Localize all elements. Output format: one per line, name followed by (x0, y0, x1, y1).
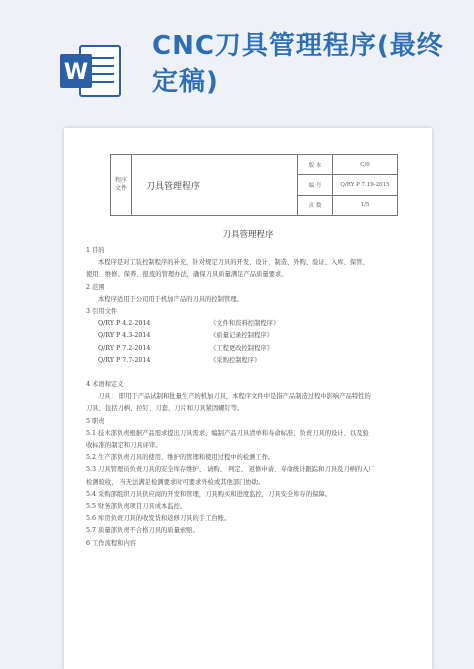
paragraph-line: 5.2 生产部负责刀具的使用、维护的管理和使用过程中的检测工作。 (86, 454, 275, 462)
category-cell: 程序文件 (111, 155, 132, 216)
section-heading: 2 范围 (86, 283, 105, 291)
reference-row (86, 355, 416, 367)
paragraph-line: 5.7 质量部负责不合格刀具的质量索赔。 (86, 527, 199, 535)
spacer (86, 367, 416, 379)
paragraph-line: 刀具、包括刀柄、拉钉、刀套、刀片和刀具紧固螺钉等。 (86, 405, 244, 413)
word-document-icon (58, 42, 126, 100)
document-title: CNC刀具管理程序(最终定稿) (152, 31, 444, 97)
reference-code: Q/RY P 4.2-2014 (98, 320, 151, 328)
reference-code: Q/RY P 7.2-2014 (98, 344, 151, 352)
header-label: 版 本 (298, 155, 333, 175)
reference-name: 《质量记录控制程序》 (210, 332, 273, 340)
paragraph-line: 刀具： 即用于产品试制和批量生产的机加刀具，本程序文件中是指产品制造过程中影响产品特性的 (98, 393, 371, 401)
reference-code: Q/RY P 7.7-2014 (98, 356, 151, 364)
paragraph-line: 5.5 财务部负责项目刀具成本监控。 (86, 503, 187, 511)
reference-row (86, 330, 416, 342)
header-value: Q/RY P 7.19-2015 (333, 175, 398, 195)
paragraph-line: 5.1 技术部负责根据产品需求提出刀具需求，编制产品刀具清单和寿命标准，负责刀具的设计、以及验 (86, 429, 369, 437)
svg-text:W: W (63, 60, 89, 85)
paragraph-line: 收标准的制定和刀具评审。 (86, 442, 162, 450)
paragraph-line: 5.3 刀具管理员负责刀具的安全库存维护、 请购、 判定、 返修申请、寿命统计跟踪和刀具及刀柄的入厂 (86, 466, 375, 474)
reference-row (86, 318, 416, 330)
header-table (110, 154, 398, 216)
section-heading: 5 职责 (86, 417, 105, 425)
document-banner (0, 0, 474, 120)
reference-name: 《文件和资料控制程序》 (210, 320, 280, 328)
paragraph-line: 5.6 库房负责刀具的收发货和返修刀具的手工台账。 (86, 515, 231, 523)
procedure-title: 刀具管理程序 (222, 230, 274, 240)
header-value: 1/5 (333, 195, 398, 215)
header-label: 页 数 (298, 195, 333, 215)
reference-code: Q/RY P 4.3-2014 (98, 332, 151, 340)
reference-name: 《采购控制程序》 (210, 356, 261, 364)
paragraph-line: 5.4 采购部组织刀具供应商的开发和管理，刀具购买和进度监控，刀具安全库存的保障。 (86, 490, 332, 498)
header-label: 编 号 (298, 175, 333, 195)
paragraph-line: 本程序是对工装控制程序的补充，针对规定刀具的开发、设计、制造、外购、验证、入库、保管、 (98, 259, 369, 267)
document-page (64, 128, 432, 669)
section-heading: 1 目的 (86, 247, 105, 254)
section-heading: 3 引用文件 (86, 308, 118, 316)
paragraph-line: 使用、维修、保养、报废的管理办法，确保刀具质量满足产品质量要求。 (86, 271, 288, 279)
section-heading: 4 术语和定义 (86, 381, 124, 389)
paragraph-line: 本程序适用于公司用于机加产品的刀具的控制管理。 (98, 295, 243, 303)
header-value: C/0 (333, 155, 398, 175)
document-body (86, 245, 416, 550)
section-heading: 6 工作流程和内容 (86, 539, 137, 547)
paragraph-line: 检测验收， 当无法满足检测要求时可要求外检或其他部门协助。 (86, 478, 265, 486)
doc-name-cell: 刀具管理程序 (132, 155, 298, 216)
reference-row (86, 343, 416, 355)
reference-name: 《工程更改控制程序》 (210, 344, 273, 352)
